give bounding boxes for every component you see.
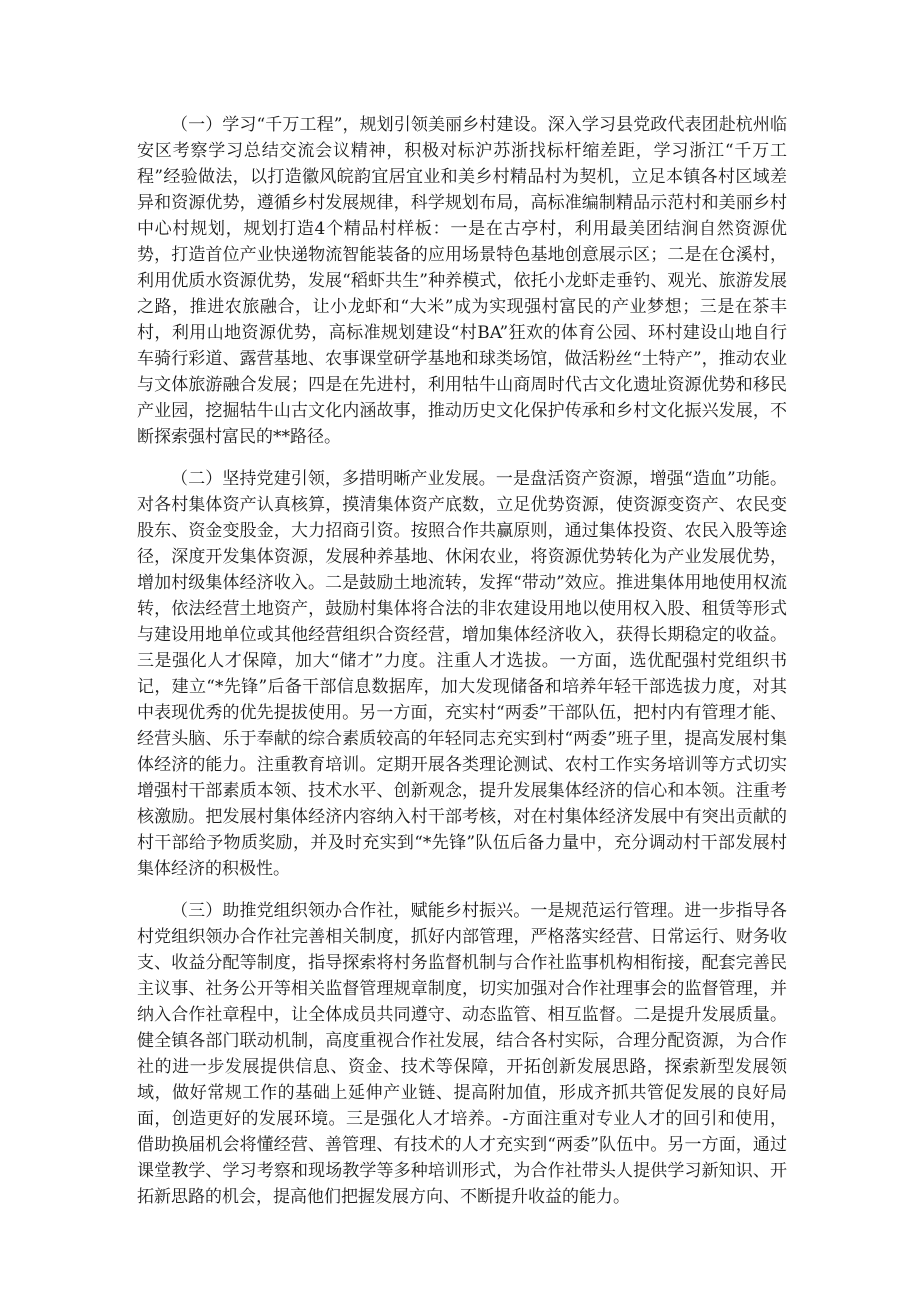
paragraph-2: （二）坚持党建引领，多措明晰产业发展。一是盘活资产资源，增强“造血”功能。对各村集体资产认真核算，摸清集体资产底数，立足优势资源，使资源变资产、农民变股东、资金变股金，大力招商引资。按照合作共赢原则，通过集体投资、农民入股等途径，深度开发集体资源，发展种养基地、休闲农业，将资源优势转化为产业发展优势，增加村级集体经济收入。二是鼓励土地流转，发挥“带动”效应。推进集体用地使用权流转，依法经营土地资产，鼓励村集体将合法的非农建设用地以使用权入股、租赁等形式与建设用地单位或其他经营组织合资经营，增加集体经济收入，获得长期稳定的收益。三是强化人才保障，加大“储才”力度。注重人才选拔。一方面，选优配强村党组织书记，建立“*先锋”后备干部信息数据库，加大发现储备和培养年轻干部选拔力度，对其中表现优秀的优先提拔使用。另一方面，充实村“两委”干部队伍，把村内有管理才能、经营头脑、乐于奉献的综合素质较高的年轻同志充实到村“两委”班子里，提高发展村集体经济的能力。注重教育培训。定期开展各类理论测试、农村工作实务培训等方式切实增强村干部素质本领、技术水平、创新观念，提升发展集体经济的信心和本领。注重考核激励。把发展村集体经济内容纳入村干部考核，对在村集体经济发展中有突出贡献的村干部给予物质奖励，并及时充实到“*先锋”队伍后备力量中，充分调动村干部发展村集体经济的积极性。	[137, 469, 787, 879]
document-body	[137, 112, 787, 1226]
paragraph-3: （三）助推党组织领办合作社，赋能乡村振兴。一是规范运行管理。进一步指导各村党组织领办合作社完善相关制度，抓好内部管理，严格落实经营、日常运行、财务收支、收益分配等制度，指导探索将村务监督机制与合作社监事机构相衔接，配套完善民主议事、社务公开等相关监督管理规章制度，切实加强对合作社理事会的监督管理，并纳入合作社章程中，让全体成员共同遵守、动态监管、相互监督。二是提升发展质量。健全镇各部门联动机制，高度重视合作社发展，结合各村实际，合理分配资源，为合作社的进一步发展提供信息、资金、技术等保障，开拓创新发展思路，探索新型发展领域，做好常规工作的基础上延伸产业链、提高附加值，形成齐抓共管促发展的良好局面，创造更好的发展环境。三是强化人才培养。-方面注重对专业人才的回引和使用，借助换届机会将懂经营、善管理、有技术的人才充实到“两委”队伍中。另一方面，通过课堂教学、学习考察和现场教学等多种培训形式，为合作社带头人提供学习新知识、开拓新思路的机会，提高他们把握发展方向、不断提升收益的能力。	[137, 901, 787, 1207]
paragraph-1: （一）学习“千万工程”，规划引领美丽乡村建设。深入学习县党政代表团赴杭州临安区考察学习总结交流会议精神，积极对标沪苏浙找标杆缩差距，学习浙江“千万工程”经验做法，以打造徽风皖韵宜居宜业和美乡村精品村为契机，立足本镇各村区域差异和资源优势，遵循乡村发展规律，科学规划布局，高标准编制精品示范村和美丽乡村中心村规划，规划打造4个精品村样板：一是在古亭村，利用最美团结涧自然资源优势，打造首位产业快递物流智能装备的应用场景特色基地创意展示区；二是在仓溪村，利用优质水资源优势，发展“稻虾共生”种养模式，依托小龙虾走垂钓、观光、旅游发展之路，推进农旅融合，让小龙虾和“大米”成为实现强村富民的产业梦想；三是在茶丰村，利用山地资源优势，高标准规划建设“村BA”狂欢的体育公园、环村建设山地自行车骑行彩道、露营基地、农事课堂研学基地和球类场馆，做活粉丝“土特产”，推动农业与文体旅游融合发展；四是在先进村，利用牯牛山商周时代古文化遗址资源优势和移民产业园，挖掘牯牛山古文化内涵故事，推动历史文化保护传承和乡村文化振兴发展，不断探索强村富民的**路径。	[137, 115, 787, 447]
